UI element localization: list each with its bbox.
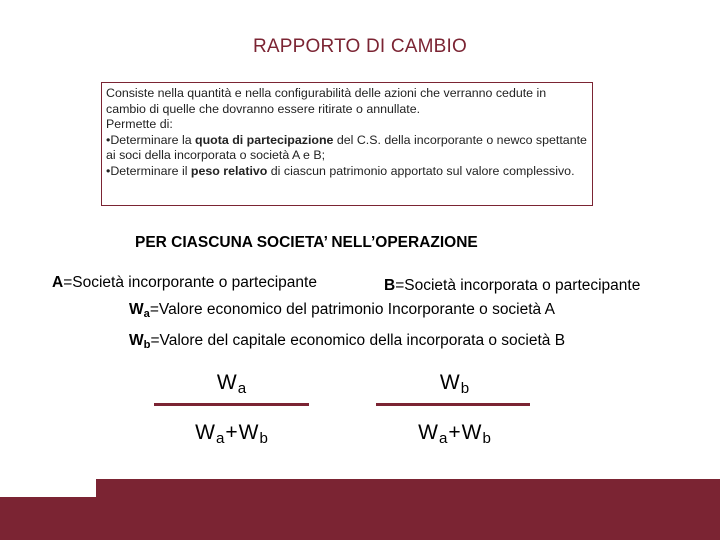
fraction-a-line: [154, 403, 309, 406]
box-bullet-1: •Determinare la quota di partecipazione del C.S. della incorporante o newco spettante ai soci della incorporata o società A e B;: [106, 132, 587, 163]
footer-band-left: [0, 497, 96, 540]
definition-b: B=Società incorporata o partecipante: [384, 277, 641, 294]
definition-box: [101, 82, 593, 206]
definition-a: A=Società incorporante o partecipante: [52, 274, 317, 291]
definition-wb: $W_b=Valore$ del capitale economico della incorporata o società B: [129, 332, 566, 351]
fraction-b-line: [376, 403, 530, 406]
footer-band: [96, 479, 720, 540]
definition-wa: $W_a=Valore$ economico del patrimonio Incorporante o società A: [129, 301, 555, 320]
fraction-b-denominator: $W_a+W_b$: [418, 421, 492, 447]
box-description: Consiste nella quantità e nella configurabilità delle azioni che verranno cedute in cambio di quelle che dovranno essere ritirate o annullate.: [106, 86, 547, 116]
slide-title: RAPPORTO DI CAMBIO: [252, 36, 468, 57]
box-intro: Permette di:: [106, 117, 173, 132]
box-bullet-2: •Determinare il peso relativo di ciascun patrimonio apportato sul valore complessivo.: [106, 163, 575, 178]
fraction-a-denominator: $W_a+W_b$: [195, 421, 269, 447]
fraction-b-numerator: $W_b$: [439, 371, 471, 397]
section-subheading: PER CIASCUNA SOCIETA’ NELL’OPERAZIONE: [135, 234, 478, 251]
fraction-a-numerator: $W_a$: [216, 371, 248, 397]
